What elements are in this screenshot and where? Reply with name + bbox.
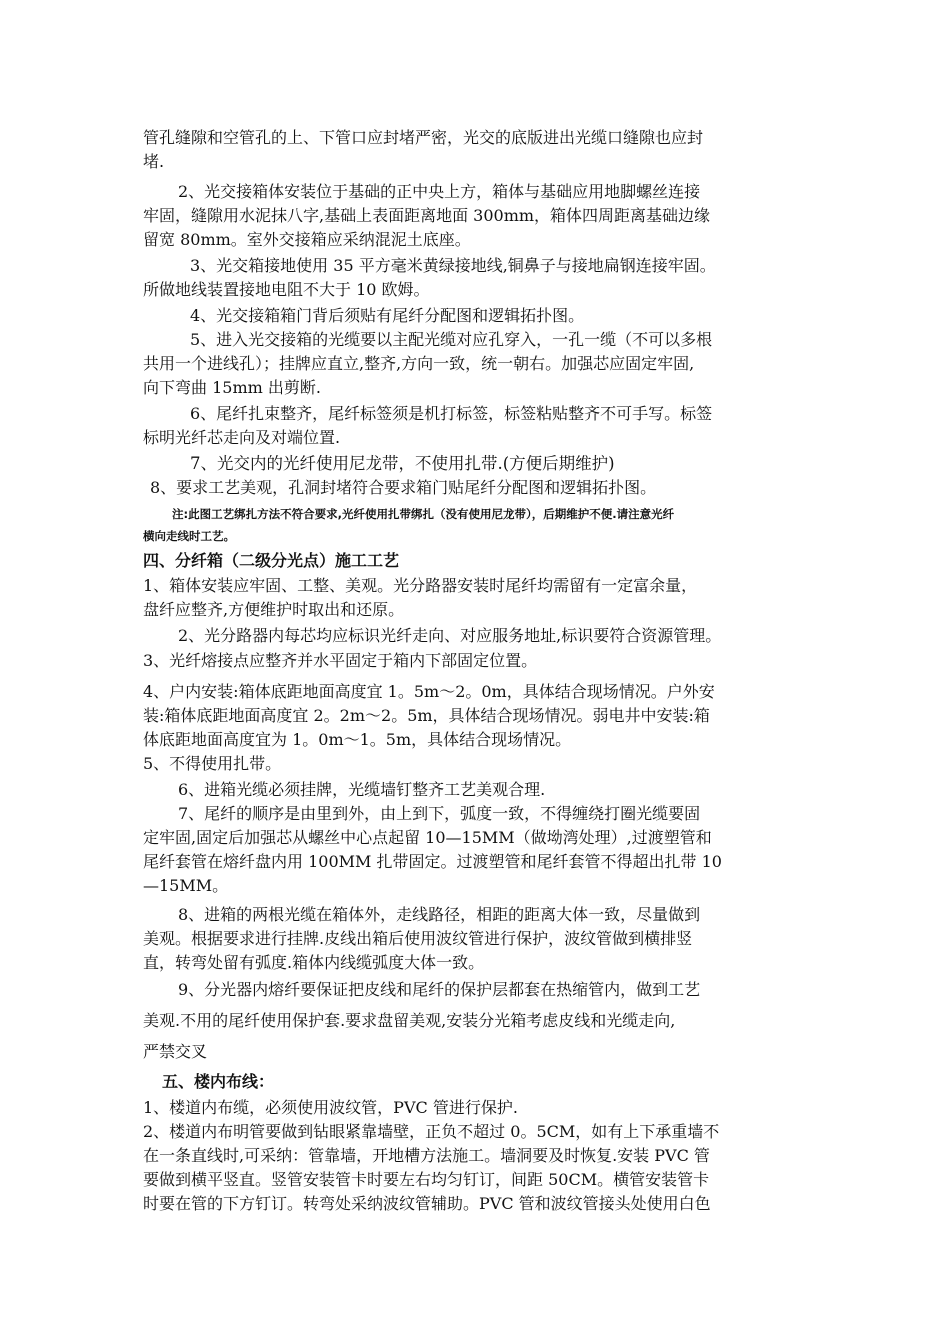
text-line: 要做到横平竖直。竖管安装管卡时要左右均匀钉订，间距 50CM。横管安装管卡 [143, 1170, 710, 1189]
text-line: 8、进箱的两根光缆在箱体外，走线路径，相距的距离大体一致，尽量做到 [178, 905, 701, 924]
text-line: 向下弯曲 15mm 出剪断. [143, 378, 321, 397]
text-line: 2、光交接箱体安装位于基础的正中央上方，箱体与基础应用地脚螺丝连接 [178, 182, 701, 201]
text-line: 牢固，缝隙用水泥抹八字,基础上表面距离地面 300mm，箱体四周距离基础边缘 [143, 206, 711, 225]
text-line: 6、进箱光缆必须挂牌，光缆墙钉整齐工艺美观合理. [178, 780, 546, 799]
text-line: 3、光交箱接地使用 35 平方毫米黄绿接地线,铜鼻子与接地扁钢连接牢固。 [190, 256, 716, 275]
text-line: 7、光交内的光纤使用尼龙带，不使用扎带.(方便后期维护) [190, 454, 615, 473]
text-line: 5、不得使用扎带。 [143, 754, 282, 773]
text-line: 时要在管的下方钉订。转弯处采纳波纹管辅助。PVC 管和波纹管接头处使用白色 [143, 1194, 711, 1213]
text-line: 2、楼道内布明管要做到钻眼紧靠墙壁，正负不超过 0。5CM，如有上下承重墙不 [143, 1122, 720, 1141]
text-line: 7、尾纤的顺序是由里到外，由上到下，弧度一致，不得缠绕打圈光缆要固 [178, 804, 701, 823]
text-line: 4、户内安装:箱体底距地面高度宜 1。5m～2。0m，具体结合现场情况。户外安 [143, 682, 715, 701]
text-line: 留宽 80mm。室外交接箱应采纳混泥土底座。 [143, 230, 471, 249]
figure-note: 横向走线时工艺。 [143, 529, 235, 543]
text-line: 管孔缝隙和空管孔的上、下管口应封堵严密，光交的底版进出光缆口缝隙也应封 [143, 128, 704, 147]
text-line: 装:箱体底距地面高度宜 2。2m～2。5m，具体结合现场情况。弱电井中安装:箱 [143, 706, 710, 725]
text-line: 直，转弯处留有弧度.箱体内线缆弧度大体一致。 [143, 953, 485, 972]
text-line: 1、箱体安装应牢固、工整、美观。光分路器安装时尾纤均需留有一定富余量， [143, 576, 698, 595]
text-line: 堵. [143, 152, 165, 171]
text-line: 美观.不用的尾纤使用保护套.要求盘留美观,安装分光箱考虑皮线和光缆走向, [143, 1011, 676, 1030]
text-line: 定牢固,固定后加强芯从螺丝中心点起留 10—15MM（做坳湾处理）,过渡塑管和 [143, 828, 712, 847]
text-line: 1、楼道内布缆，必须使用波纹管，PVC 管进行保护. [143, 1098, 518, 1117]
text-line: 4、光交接箱箱门背后须贴有尾纤分配图和逻辑拓扑图。 [190, 306, 585, 325]
text-line: 体底距地面高度宜为 1。0m～1。5m，具体结合现场情况。 [143, 730, 572, 749]
text-line: 8、要求工艺美观，孔洞封堵符合要求箱门贴尾纤分配图和逻辑拓扑图。 [150, 478, 657, 497]
text-line: 严禁交叉 [143, 1042, 208, 1061]
text-line: —15MM。 [143, 876, 229, 895]
text-line: 3、光纤熔接点应整齐并水平固定于箱内下部固定位置。 [143, 651, 538, 670]
text-line: 标明光纤芯走向及对端位置. [143, 428, 341, 447]
text-line: 共用一个进线孔）；挂牌应直立,整齐,方向一致，统一朝右。加强芯应固定牢固, [143, 354, 695, 373]
section-heading: 五、楼内布线： [162, 1072, 275, 1091]
text-line: 在一条直线时,可采纳：管靠墙，开地槽方法施工。墙洞要及时恢复.安装 PVC 管 [143, 1146, 710, 1165]
text-line: 盘纤应整齐,方便维护时取出和还原。 [143, 600, 405, 619]
text-line: 美观。根据要求进行挂牌.皮线出箱后使用波纹管进行保护，波纹管做到横排竖 [143, 929, 693, 948]
text-line: 2、光分路器内每芯均应标识光纤走向、对应服务地址,标识要符合资源管理。 [178, 626, 722, 645]
text-line: 9、分光器内熔纤要保证把皮线和尾纤的保护层都套在热缩管内，做到工艺 [178, 980, 701, 999]
text-line: 尾纤套管在熔纤盘内用 100MM 扎带固定。过渡塑管和尾纤套管不得超出扎带 10 [143, 852, 722, 871]
text-line: 所做地线装置接地电阻不大于 10 欧姆。 [143, 280, 430, 299]
section-heading: 四、分纤箱（二级分光点）施工工艺 [143, 551, 400, 570]
text-line: 6、尾纤扎束整齐，尾纤标签须是机打标签，标签粘贴整齐不可手写。标签 [190, 404, 713, 423]
text-line: 5、进入光交接箱的光缆要以主配光缆对应孔穿入，一孔一缆（不可以多根 [190, 330, 713, 349]
figure-note: 注:此图工艺绑扎方法不符合要求,光纤使用扎带绑扎（没有使用尼龙带），后期维护不便.请注意光纤 [172, 507, 675, 521]
